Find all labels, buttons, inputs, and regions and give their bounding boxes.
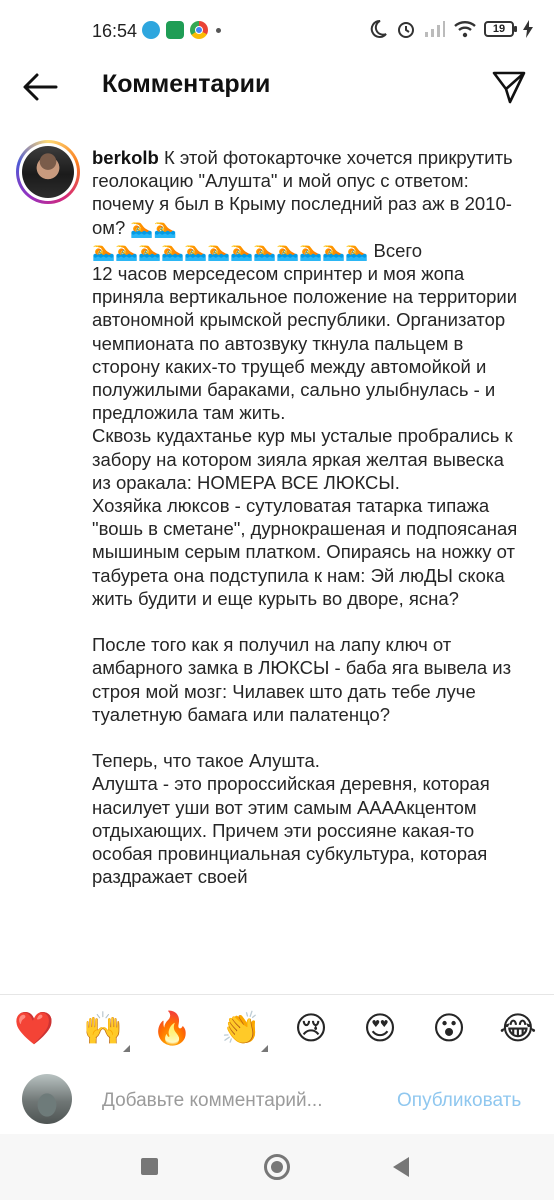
reaction-heart-eyes[interactable]: 😍 bbox=[363, 1009, 397, 1047]
reaction-laughing[interactable]: 😂 bbox=[499, 1009, 537, 1047]
status-icons-left bbox=[142, 21, 221, 39]
wifi-icon bbox=[454, 20, 476, 38]
quick-reactions-bar bbox=[0, 994, 554, 1065]
app-icon bbox=[166, 21, 184, 39]
comment-text bbox=[92, 146, 522, 889]
notification-dot-icon bbox=[216, 28, 221, 33]
avatar[interactable] bbox=[16, 140, 80, 204]
composer-avatar bbox=[22, 1074, 72, 1124]
chrome-icon bbox=[190, 21, 208, 39]
reaction-surprised[interactable]: 😮 bbox=[432, 1009, 466, 1047]
system-nav-bar bbox=[0, 1134, 554, 1200]
reaction-heart[interactable]: ❤️ bbox=[14, 1009, 54, 1047]
comment-username[interactable]: berkolb bbox=[92, 147, 159, 168]
home-icon[interactable] bbox=[264, 1154, 290, 1180]
telegram-icon bbox=[142, 21, 160, 39]
recent-apps-icon[interactable] bbox=[141, 1158, 158, 1175]
header bbox=[0, 64, 554, 110]
reaction-raised-hands[interactable]: 🙌 bbox=[83, 1009, 123, 1047]
reaction-corner-icon bbox=[261, 1045, 268, 1052]
comment-input[interactable]: Добавьте комментарий... bbox=[102, 1090, 323, 1111]
avatar-photo bbox=[22, 146, 74, 198]
comment-content: К этой фотокарточке хочется прикрутить геолокацию "Алушта" и мой опус с ответом: почему я был в Крыму последний раз аж в 2010-ом? 🏊🏊 🏊🏊🏊🏊🏊🏊🏊🏊🏊🏊🏊🏊 Всего 12 часов мерседесом спринтер и моя жопа приняла вертикальное положение на территории автономной крымской республики. Организатор чемпионата по автозвуку ткнула пальцем в сторону каких-то трущеб между автомойкой и полужилыми бараками, сально улыбнулась - и предложила там жить. Сквозь кудахтанье кур мы усталые пробрались к забору на котором зияла яркая желтая вывеска из оракала: НОМЕРА ВСЕ ЛЮКСЫ. Хозяйка люксов - сутуловатая татарка типажа "вошь в сметане", дурнокрашеная и подпоясаная мышиным серым платком. Опираясь на ножку от табурета она подступила к нам: Эй люДЫ скока жить будити и еще курыть во дворе, ясна? После того как я получил на лапу ключ от амбарного замка в ЛЮКСЫ - баба яга вывела из строя мой мозг: Чилавек што дать тебе луче туалетную бамага или палатенцо? Теперь, что такое Алушта. Алушта - это пророссийская деревня, которая насилует уши вот этим самым ААААкцентом отдыхающих. Причем эти россияне какая-то особая провинциальная субкультура, которая раздражает своей bbox=[92, 147, 518, 888]
status-bar bbox=[0, 0, 554, 64]
signal-icon bbox=[424, 20, 446, 38]
back-triangle-icon[interactable] bbox=[393, 1157, 409, 1177]
comment-composer bbox=[0, 1064, 554, 1134]
battery-icon: 19 bbox=[484, 21, 514, 37]
page-title: Комментарии bbox=[102, 70, 271, 98]
status-time: 16:54 bbox=[92, 21, 138, 41]
charging-icon bbox=[522, 20, 534, 38]
paper-plane-icon[interactable] bbox=[490, 68, 528, 106]
reaction-crying[interactable]: 😢 bbox=[294, 1009, 328, 1047]
reaction-fire[interactable]: 🔥 bbox=[152, 1009, 192, 1047]
moon-icon bbox=[368, 19, 388, 39]
status-icons-right bbox=[368, 19, 534, 39]
reaction-corner-icon bbox=[123, 1045, 130, 1052]
alarm-icon bbox=[396, 19, 416, 39]
arrow-left-icon[interactable] bbox=[22, 72, 58, 102]
publish-button[interactable]: Опубликовать bbox=[397, 1090, 522, 1111]
reaction-clapping[interactable]: 👏 bbox=[221, 1009, 261, 1047]
